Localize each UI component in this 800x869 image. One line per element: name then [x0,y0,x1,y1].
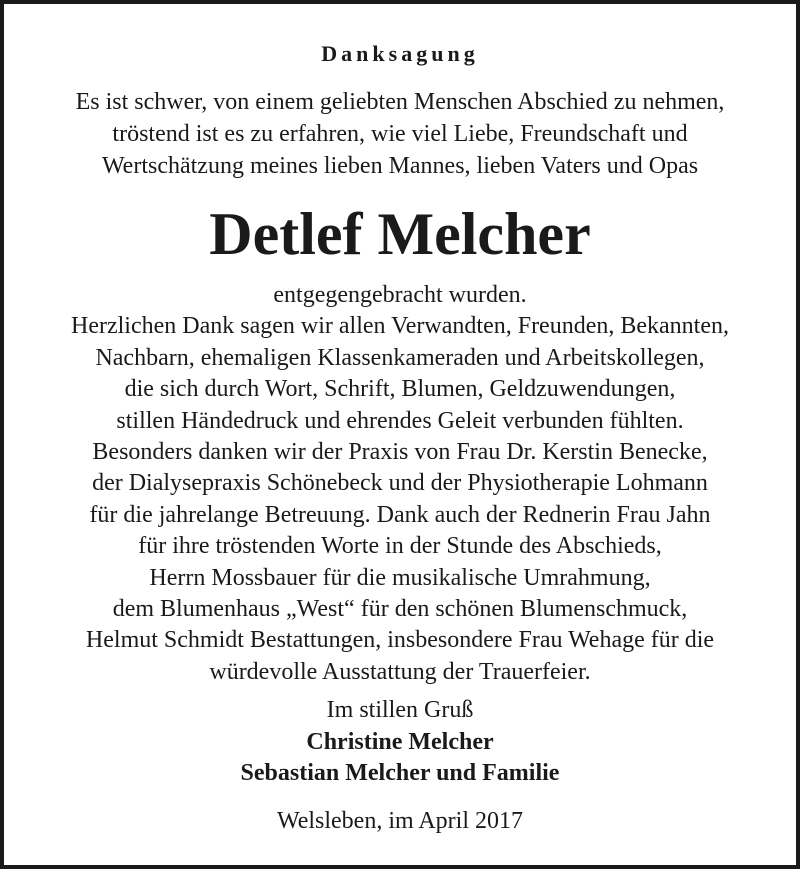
body-line: Helmut Schmidt Bestattungen, insbesondere Frau Wehage für die [85,627,715,654]
body-line: die sich durch Wort, Schrift, Blumen, Geldzuwendungen, [124,376,676,403]
body-line: würdevolle Ausstattung der Trauerfeier. [209,658,591,685]
body-line: für ihre tröstenden Worte in der Stunde des Abschieds, [138,533,662,560]
body-line: Herzlichen Dank sagen wir allen Verwandten, Freunden, Bekannten, [71,313,729,340]
notice-heading: Danksagung [321,41,479,66]
intro-line: tröstend ist es zu erfahren, wie viel Liebe, Freundschaft und [112,121,688,147]
signatory-name: Christine Melcher [306,728,494,755]
intro-line: Es ist schwer, von einem geliebten Menschen Abschied zu nehmen, [75,89,725,115]
signature-block [4,695,796,790]
place-date: Welsleben, im April 2017 [276,808,524,834]
body-line: dem Blumenhaus „West“ für den schönen Blumenschmuck, [112,596,688,623]
body-line: Herrn Mossbauer für die musikalische Umrahmung, [149,564,651,591]
greeting-text: Im stillen Gruß [326,697,474,723]
body-line: für die jahrelange Betreuung. Dank auch der Rednerin Frau Jahn [89,501,711,528]
intro-line: Wertschätzung meines lieben Mannes, lieben Vaters und Opas [101,153,699,179]
body-line: der Dialysepraxis Schönebeck und der Physiotherapie Lohmann [92,470,708,497]
signatory-name: Sebastian Melcher und Familie [240,760,560,786]
deceased-name: Detlef Melcher [209,201,591,267]
body-line: Nachbarn, ehemaligen Klassenkameraden und Arbeitskollegen, [95,344,705,371]
body-line: stillen Händedruck und ehrendes Geleit verbunden fühlten. [116,407,684,434]
intro-text [4,86,796,182]
body-text [4,280,796,688]
body-line: entgegengebracht wurden. [273,282,527,308]
body-line: Besonders danken wir der Praxis von Frau Dr. Kerstin Benecke, [92,439,708,466]
